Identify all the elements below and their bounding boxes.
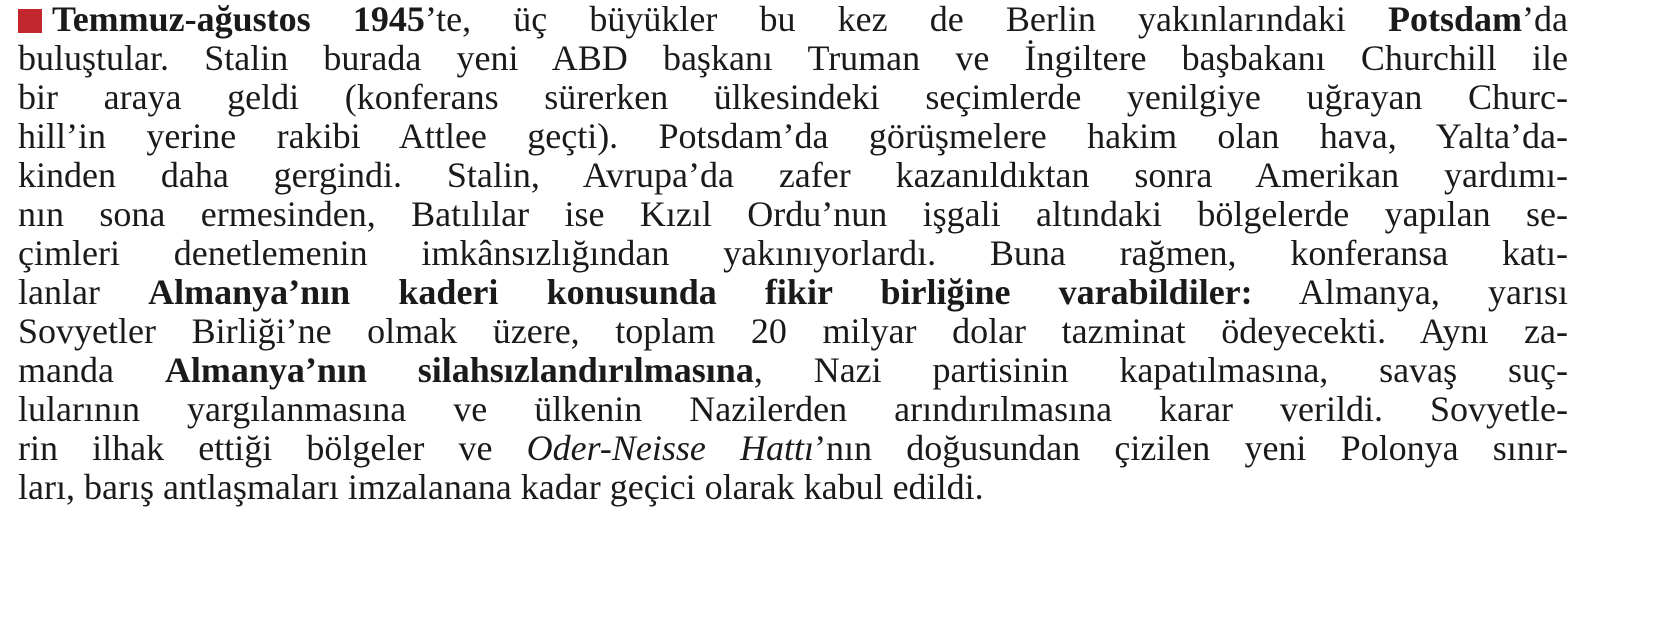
- text-run: buluştular. Stalin burada yeni ABD başkanı Truman ve İngiltere başbakanı Churchill ile: [18, 38, 1568, 78]
- text-line: [18, 351, 1568, 390]
- text-line: [18, 468, 1568, 507]
- text-run: lanlar: [18, 272, 149, 312]
- text-run: bir araya geldi (konferans sürerken ülkesindeki seçimlerde yenilgiye uğrayan Churc-: [18, 77, 1568, 117]
- text-run: ları, barış antlaşmaları imzalanana kadar geçici olarak kabul edildi.: [18, 467, 984, 507]
- text-run: rin ilhak ettiği bölgeler ve: [18, 428, 527, 468]
- text-run: çimleri denetlemenin imkânsızlığından yakınıyorlardı. Buna rağmen, konferansa katı-: [18, 233, 1568, 273]
- text-run: nın sona ermesinden, Batılılar ise Kızıl Ordu’nun işgali altındaki bölgelerde yapılan se-: [18, 194, 1568, 234]
- text-run: ’nın doğusundan çizilen yeni Polonya sınır-: [814, 428, 1569, 468]
- text-line: [18, 390, 1568, 429]
- bold-text-run: Almanya’nın silahsızlandırılmasına: [164, 350, 754, 390]
- text-line: [18, 429, 1568, 468]
- text-line: [18, 0, 1568, 39]
- text-run: Almanya, yarısı: [1252, 272, 1569, 312]
- text-run: kinden daha gergindi. Stalin, Avrupa’da zafer kazanıldıktan sonra Amerikan yardımı-: [18, 155, 1568, 195]
- text-run: ’te, üç büyükler bu kez de Berlin yakınlarındaki: [424, 0, 1389, 39]
- bold-text-run: Temmuz-ağustos 1945: [52, 0, 425, 39]
- text-run: lularının yargılanmasına ve ülkenin Nazilerden arındırılmasına karar verildi. Sovyetle-: [18, 389, 1568, 429]
- text-run: , Nazi partisinin kapatılmasına, savaş suç-: [753, 350, 1568, 390]
- text-line: [18, 39, 1568, 78]
- text-line: [18, 156, 1568, 195]
- text-line: [18, 117, 1568, 156]
- text-run: hill’in yerine rakibi Attlee geçti). Potsdam’da görüşmelere hakim olan hava, Yalta’da-: [18, 116, 1568, 156]
- text-block: [18, 0, 1568, 507]
- bold-text-run: Potsdam: [1388, 0, 1523, 39]
- text-line: [18, 78, 1568, 117]
- red-square-bullet-icon: [18, 9, 42, 33]
- bold-text-run: Almanya’nın kaderi konusunda fikir birliğine varabildiler:: [148, 272, 1253, 312]
- text-run: manda: [18, 350, 165, 390]
- text-run: ’da: [1522, 0, 1568, 39]
- text-line: [18, 195, 1568, 234]
- text-line: [18, 234, 1568, 273]
- text-run: Sovyetler Birliği’ne olmak üzere, toplam 20 milyar dolar tazminat ödeyecekti. Aynı za-: [18, 311, 1568, 351]
- text-line: [18, 312, 1568, 351]
- italic-text-run: Oder-Neisse Hattı: [526, 428, 815, 468]
- text-line: [18, 273, 1568, 312]
